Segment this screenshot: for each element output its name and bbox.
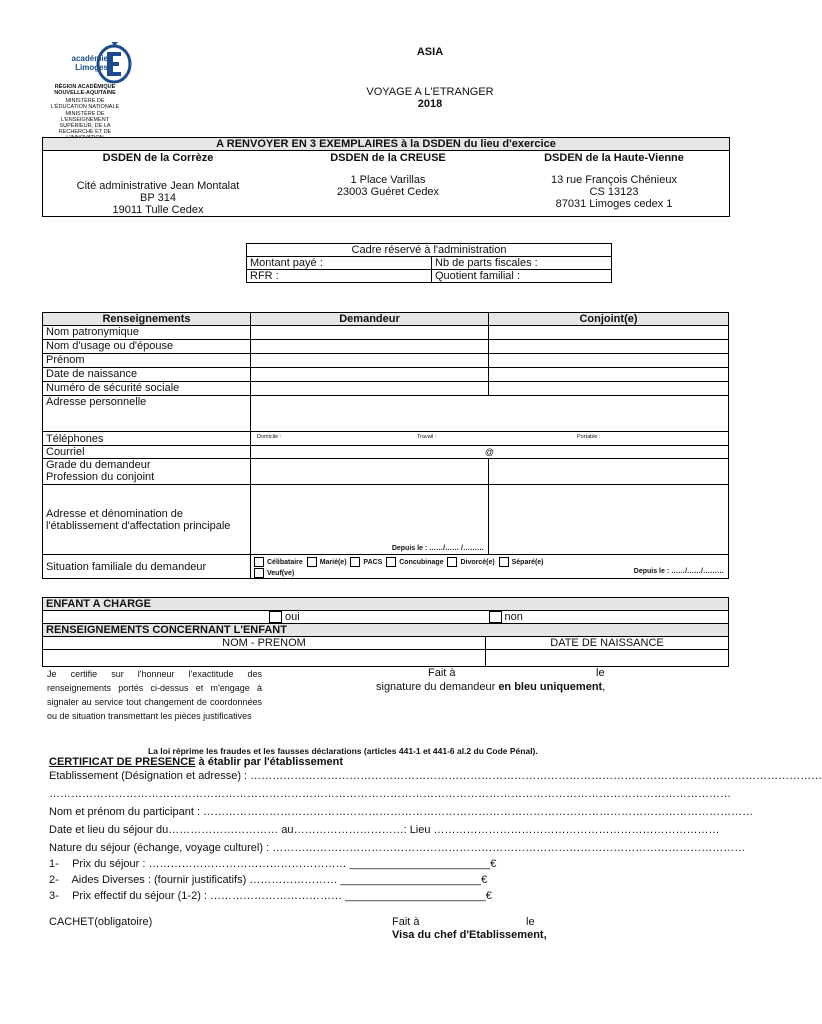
visa-label: Visa du chef d'Etablissement, bbox=[392, 929, 547, 941]
dsden-correze-name: DSDEN de la Corrèze bbox=[102, 152, 214, 164]
date-naissance-header: DATE DE NAISSANCE bbox=[486, 637, 729, 650]
depuis-le-2: Depuis le : ……/……/……… bbox=[633, 568, 724, 575]
price-item-2-label: Aides Diverses : (fournir justificatifs) bbox=[71, 874, 247, 886]
law-notice: La loi réprime les fraudes et les fausses déclarations (articles 441-1 et 441-6 al.2 du Code Pénal). bbox=[148, 746, 538, 756]
concubinage-checkbox[interactable] bbox=[386, 557, 396, 567]
certificat-le: le bbox=[526, 916, 535, 928]
dsden-creuse bbox=[273, 152, 503, 198]
non-label: non bbox=[504, 611, 523, 623]
price-item-3-num: 3- bbox=[49, 890, 59, 902]
price-item-3-dots[interactable]: ……………………………… _______________________ bbox=[210, 890, 486, 902]
certificat-etab-line bbox=[49, 770, 822, 782]
profession-label: Profession du conjoint bbox=[46, 471, 155, 483]
signature-label: signature du demandeur bbox=[376, 681, 496, 693]
admin-box bbox=[246, 243, 612, 283]
logo-region: RÉGION ACADÉMIQUE NOUVELLE-AQUITAINE bbox=[54, 84, 116, 96]
divorce-label: Divorcé(e) bbox=[460, 558, 495, 566]
euro-2: € bbox=[481, 874, 488, 886]
telephones-field[interactable] bbox=[251, 432, 729, 446]
price-item-1-label: Prix du séjour : bbox=[72, 858, 146, 870]
enfant-renseignements: RENSEIGNEMENTS CONCERNANT L'ENFANT bbox=[43, 624, 729, 637]
logo-academie-text: académie bbox=[71, 54, 108, 63]
courriel-field[interactable] bbox=[251, 446, 729, 459]
oui-cell bbox=[43, 611, 486, 624]
dsden-creuse-line1: 1 Place Varillas bbox=[350, 174, 426, 186]
certificat-au: au bbox=[281, 824, 294, 836]
price-item-2-dots[interactable]: …………………… _______________________ bbox=[249, 874, 482, 886]
admin-rfr[interactable]: RFR : bbox=[247, 270, 432, 283]
certificat-nature-line bbox=[49, 842, 746, 854]
row-label-telephones: Téléphones bbox=[43, 432, 251, 446]
enfant-date-field[interactable] bbox=[486, 650, 729, 667]
divorce-checkbox[interactable] bbox=[447, 557, 457, 567]
non-checkbox[interactable] bbox=[489, 611, 502, 623]
dsden-hv-line2: CS 13123 bbox=[589, 186, 639, 198]
row-label-situation: Situation familiale du demandeur bbox=[43, 555, 251, 579]
certificat-title-rest: à établir par l'établissement bbox=[195, 756, 343, 768]
lieu-dots[interactable]: …………………………………………………………………… bbox=[433, 824, 720, 836]
row-label-nom-usage: Nom d'usage ou d'épouse bbox=[43, 340, 251, 354]
dsden-haute-vienne bbox=[499, 152, 729, 210]
enfant-title: ENFANT A CHARGE bbox=[43, 598, 729, 611]
domicile-label: Domicile : bbox=[257, 434, 282, 440]
non-cell bbox=[486, 611, 729, 624]
form-title: ASIA bbox=[416, 46, 444, 58]
concubinage-label: Concubinage bbox=[399, 558, 444, 566]
row-label-prenom: Prénom bbox=[43, 354, 251, 368]
etablissement-demandeur-field[interactable] bbox=[251, 485, 489, 555]
cachet-label: CACHET(obligatoire) bbox=[49, 916, 153, 928]
adresse-field[interactable] bbox=[251, 396, 729, 432]
row-label-date-naissance: Date de naissance bbox=[43, 368, 251, 382]
marie-checkbox[interactable] bbox=[307, 557, 317, 567]
dsden-creuse-line2: 23003 Guéret Cedex bbox=[336, 186, 440, 198]
grade-label: Grade du demandeur bbox=[46, 459, 151, 471]
at-sign: @ bbox=[484, 447, 495, 457]
pacs-label: PACS bbox=[363, 558, 383, 566]
date-to-dots[interactable]: …………………………: bbox=[293, 824, 407, 836]
dsden-correze-line3: 19011 Tulle Cedex bbox=[112, 204, 204, 216]
etab-dots[interactable]: ………………………………………………………………………………………………………………………………………… bbox=[250, 770, 822, 782]
profession-conjoint-field[interactable] bbox=[489, 459, 729, 485]
nom-usage-conjoint-field[interactable] bbox=[489, 340, 729, 354]
col-renseignements: Renseignements bbox=[43, 313, 251, 326]
nature-dots[interactable]: ………………………………………………………………………………………………………………… bbox=[272, 842, 746, 854]
nom-patronymique-demandeur-field[interactable] bbox=[251, 326, 489, 340]
secu-demandeur-field[interactable] bbox=[251, 382, 489, 396]
col-demandeur: Demandeur bbox=[251, 313, 489, 326]
row-label-courriel: Courriel bbox=[43, 446, 251, 459]
dsden-correze-line2: BP 314 bbox=[140, 192, 176, 204]
row-label-grade bbox=[43, 459, 251, 485]
dsden-correze-line1: Cité administrative Jean Montalat bbox=[76, 180, 240, 192]
row-label-adresse: Adresse personnelle bbox=[43, 396, 251, 432]
row-label-secu: Numéro de sécurité sociale bbox=[43, 382, 251, 396]
admin-quotient[interactable]: Quotient familial : bbox=[432, 270, 612, 283]
dsden-banner: A RENVOYER EN 3 EXEMPLAIRES à la DSDEN du lieu d'exercice bbox=[43, 138, 729, 151]
date-naissance-demandeur-field[interactable] bbox=[251, 368, 489, 382]
nom-usage-demandeur-field[interactable] bbox=[251, 340, 489, 354]
prenom-demandeur-field[interactable] bbox=[251, 354, 489, 368]
certificat-lieu: Lieu bbox=[409, 824, 431, 836]
dsden-table bbox=[42, 137, 730, 217]
logo-limoges-text: Limoges bbox=[75, 63, 108, 72]
price-item-2 bbox=[49, 874, 487, 886]
price-item-3-label: Prix effectif du séjour (1-2) : bbox=[72, 890, 207, 902]
nom-patronymique-conjoint-field[interactable] bbox=[489, 326, 729, 340]
certificat-nom-line bbox=[49, 806, 754, 818]
certificat-nature-label: Nature du séjour (échange, voyage culturel) : bbox=[49, 842, 270, 854]
date-from-dots[interactable]: ………………………… bbox=[168, 824, 279, 836]
oui-checkbox[interactable] bbox=[269, 611, 282, 623]
enfant-table bbox=[42, 597, 729, 667]
certify-signature bbox=[376, 681, 605, 693]
etablissement-conjoint-field[interactable] bbox=[489, 485, 729, 555]
price-item-3 bbox=[49, 890, 492, 902]
euro-3: € bbox=[485, 890, 492, 902]
certificat-title-main: CERTIFICAT DE PRESENCE bbox=[49, 756, 196, 768]
pacs-checkbox[interactable] bbox=[350, 557, 360, 567]
date-naissance-conjoint-field[interactable] bbox=[489, 368, 729, 382]
logo-ministry-1: MINISTÈRE DE L'ÉDUCATION NATIONALE bbox=[50, 98, 120, 110]
certificat-nom-label: Nom et prénom du participant : bbox=[49, 806, 201, 818]
admin-parts[interactable]: Nb de parts fiscales : bbox=[432, 257, 612, 270]
price-item-1-num: 1- bbox=[49, 858, 59, 870]
etab-dots-line2[interactable]: …………………………………………………………………………………………………………………………………………………………………… bbox=[49, 788, 731, 800]
nom-dots[interactable]: …………………………………………………………………………………………………………………………………… bbox=[203, 806, 754, 818]
enfant-nom-field[interactable] bbox=[43, 650, 486, 667]
nom-prenom-header: NOM - PRENOM bbox=[43, 637, 486, 650]
certificat-date-label: Date et lieu du séjour du bbox=[49, 824, 169, 836]
dsden-hv-line1: 13 rue François Chénieux bbox=[551, 174, 677, 186]
info-table bbox=[42, 312, 729, 579]
prenom-conjoint-field[interactable] bbox=[489, 354, 729, 368]
certificat-title bbox=[49, 756, 343, 768]
separe-checkbox[interactable] bbox=[499, 557, 509, 567]
logo-ministry-2: MINISTÈRE DE L'ENSEIGNEMENT SUPÉRIEUR, DE LA RECHERCHE ET DE bbox=[58, 111, 112, 135]
dsden-correze bbox=[43, 152, 273, 216]
row-label-nom-patronymique: Nom patronymique bbox=[43, 326, 251, 340]
depuis-le-1: Depuis le : ……/…… /……… bbox=[391, 545, 484, 552]
celibataire-label: Célibataire bbox=[267, 558, 303, 566]
certify-text: Je certifie sur l'honneur l'exactitude des renseignements portés ci-dessus et m'engage à signaler au service tout changement de coordonnées ou de situation transmettant les pièces justificatives bbox=[47, 669, 262, 721]
certificat-fait-a: Fait à bbox=[392, 916, 420, 928]
travail-label: Travail : bbox=[417, 434, 437, 440]
marie-label: Marié(e) bbox=[319, 558, 347, 566]
euro-1: € bbox=[490, 858, 497, 870]
form-subtitle: VOYAGE A L'ETRANGER bbox=[366, 86, 494, 98]
price-item-1 bbox=[49, 858, 496, 870]
separe-label: Séparé(e) bbox=[511, 558, 544, 566]
academie-logo bbox=[50, 40, 152, 135]
certificat-etab-label: Etablissement (Désignation et adresse) : bbox=[49, 770, 248, 782]
certificat-date-line bbox=[49, 824, 719, 836]
portable-label: Portable : bbox=[577, 434, 601, 440]
form-year: 2018 bbox=[417, 98, 443, 110]
dsden-creuse-name: DSDEN de la CREUSE bbox=[330, 152, 446, 164]
dsden-hv-name: DSDEN de la Haute-Vienne bbox=[544, 152, 684, 164]
oui-label: oui bbox=[285, 611, 300, 623]
price-item-1-dots[interactable]: ……………………………………………… _______________________ bbox=[148, 858, 491, 870]
admin-title: Cadre réservé à l'administration bbox=[247, 244, 612, 257]
certify-le: le bbox=[596, 667, 605, 679]
admin-montant[interactable]: Montant payé : bbox=[247, 257, 432, 270]
row-label-etablissement: Adresse et dénomination de l'établissement d'affectation principale bbox=[43, 485, 251, 555]
price-item-2-num: 2- bbox=[49, 874, 59, 886]
secu-conjoint-field[interactable] bbox=[489, 382, 729, 396]
col-conjoint: Conjoint(e) bbox=[489, 313, 729, 326]
dsden-hv-line3: 87031 Limoges cedex 1 bbox=[555, 198, 673, 210]
veuf-label: Veuf(ve) bbox=[267, 569, 295, 577]
veuf-checkbox[interactable] bbox=[254, 568, 264, 578]
celibataire-checkbox[interactable] bbox=[254, 557, 264, 567]
signature-bold: en bleu uniquement bbox=[498, 681, 603, 693]
situation-options bbox=[251, 555, 729, 579]
certify-fait-a: Fait à bbox=[428, 667, 456, 679]
grade-demandeur-field[interactable] bbox=[251, 459, 489, 485]
signature-comma: , bbox=[602, 681, 606, 693]
